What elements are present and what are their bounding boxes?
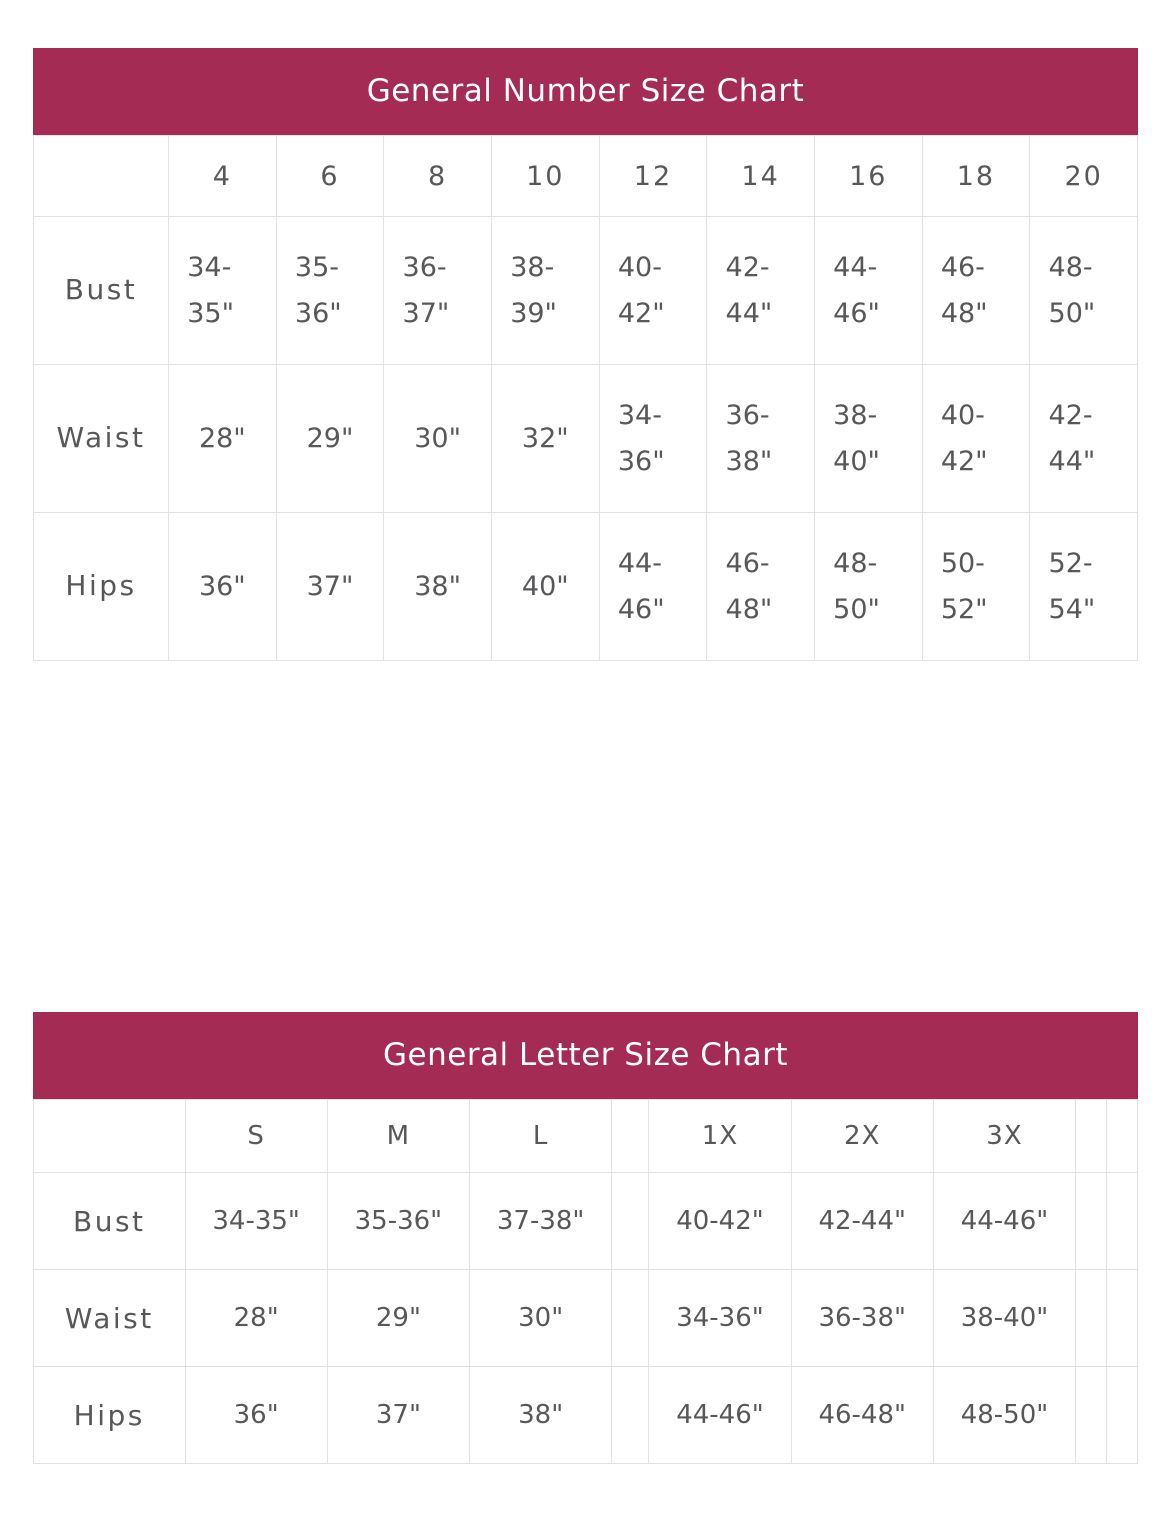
number-cell-bust-16 (814, 217, 922, 365)
number-cell-waist-12 (599, 365, 707, 513)
number-cell-waist-6 (276, 365, 384, 513)
letter-cell-bust-gap (612, 1173, 649, 1270)
cell-value: 46-48" (940, 251, 988, 329)
cell-value: 44-46" (617, 547, 665, 625)
cell-value: 32" (521, 422, 569, 454)
letter-col-header-1x: 1X (649, 1100, 791, 1173)
number-size-chart (33, 48, 1138, 661)
table-row (34, 1367, 1138, 1464)
table-row (34, 1270, 1138, 1367)
letter-cell-waist-2x: 36-38" (791, 1270, 933, 1367)
number-cell-waist-18 (922, 365, 1030, 513)
cell-value: 37" (306, 570, 354, 602)
letter-cell-hips-m: 37" (327, 1367, 469, 1464)
cell-value: 50-52" (940, 547, 988, 625)
letter-row-label-bust: Bust (34, 1173, 186, 1270)
letter-cell-bust-spare-1 (1076, 1173, 1107, 1270)
letter-cell-bust-2x: 42-44" (791, 1173, 933, 1270)
letter-size-chart (33, 1012, 1138, 1464)
number-col-header-4: 4 (169, 136, 277, 217)
cell-value: 40-42" (617, 251, 665, 329)
cell-value: 36-38" (725, 399, 773, 477)
cell-value: 29" (306, 422, 354, 454)
number-cell-waist-4 (169, 365, 277, 513)
number-table-corner (34, 136, 169, 217)
number-cell-bust-6 (276, 217, 384, 365)
number-cell-waist-20 (1030, 365, 1138, 513)
table-row (34, 365, 1138, 513)
number-cell-bust-18 (922, 217, 1030, 365)
number-cell-bust-4 (169, 217, 277, 365)
cell-value: 40-42" (940, 399, 988, 477)
letter-cell-hips-gap (612, 1367, 649, 1464)
number-row-label-bust: Bust (34, 217, 169, 365)
cell-value: 52-54" (1048, 547, 1096, 625)
number-col-header-20: 20 (1030, 136, 1138, 217)
letter-cell-hips-1x: 44-46" (649, 1367, 791, 1464)
number-row-label-hips: Hips (34, 513, 169, 661)
letter-col-header-gap (612, 1100, 649, 1173)
number-col-header-10: 10 (491, 136, 599, 217)
letter-cell-waist-l: 30" (470, 1270, 612, 1367)
number-col-header-14: 14 (707, 136, 815, 217)
number-cell-waist-8 (384, 365, 492, 513)
number-col-header-16: 16 (814, 136, 922, 217)
number-col-header-12: 12 (599, 136, 707, 217)
letter-cell-waist-gap (612, 1270, 649, 1367)
letter-chart-title: General Letter Size Chart (33, 1012, 1138, 1099)
letter-cell-bust-m: 35-36" (327, 1173, 469, 1270)
number-cell-waist-14 (707, 365, 815, 513)
cell-value: 35-36" (294, 251, 342, 329)
cell-value: 46-48" (725, 547, 773, 625)
letter-col-header-2x: 2X (791, 1100, 933, 1173)
number-cell-waist-16 (814, 365, 922, 513)
letter-cell-hips-spare-1 (1076, 1367, 1107, 1464)
number-cell-bust-10 (491, 217, 599, 365)
letter-cell-hips-s: 36" (185, 1367, 327, 1464)
letter-cell-waist-3x: 38-40" (933, 1270, 1075, 1367)
cell-value: 34-36" (617, 399, 665, 477)
letter-cell-waist-spare-2 (1107, 1270, 1138, 1367)
table-row (34, 217, 1138, 365)
letter-col-header-l: L (470, 1100, 612, 1173)
number-cell-hips-10 (491, 513, 599, 661)
number-col-header-18: 18 (922, 136, 1030, 217)
cell-value: 38" (414, 570, 462, 602)
letter-cell-waist-1x: 34-36" (649, 1270, 791, 1367)
letter-col-header-spare-2 (1107, 1100, 1138, 1173)
table-row (34, 1173, 1138, 1270)
cell-value: 42-44" (1048, 399, 1096, 477)
cell-value: 36-37" (402, 251, 450, 329)
number-col-header-6: 6 (276, 136, 384, 217)
letter-cell-bust-3x: 44-46" (933, 1173, 1075, 1270)
number-cell-hips-14 (707, 513, 815, 661)
number-cell-bust-8 (384, 217, 492, 365)
cell-value: 34-35" (187, 251, 235, 329)
letter-cell-bust-l: 37-38" (470, 1173, 612, 1270)
number-col-header-8: 8 (384, 136, 492, 217)
cell-value: 38-40" (833, 399, 880, 477)
number-cell-bust-20 (1030, 217, 1138, 365)
number-cell-hips-6 (276, 513, 384, 661)
cell-value: 48-50" (1048, 251, 1096, 329)
cell-value: 44-46" (833, 251, 880, 329)
number-row-label-waist: Waist (34, 365, 169, 513)
letter-cell-bust-1x: 40-42" (649, 1173, 791, 1270)
letter-cell-waist-spare-1 (1076, 1270, 1107, 1367)
letter-table-header-row (34, 1100, 1138, 1173)
letter-cell-bust-spare-2 (1107, 1173, 1138, 1270)
cell-value: 30" (414, 422, 462, 454)
number-cell-hips-16 (814, 513, 922, 661)
table-row (34, 513, 1138, 661)
letter-table-corner (34, 1100, 186, 1173)
letter-row-label-waist: Waist (34, 1270, 186, 1367)
number-chart-title: General Number Size Chart (33, 48, 1138, 135)
number-table-header-row (34, 136, 1138, 217)
letter-col-header-m: M (327, 1100, 469, 1173)
letter-cell-hips-spare-2 (1107, 1367, 1138, 1464)
letter-cell-hips-3x: 48-50" (933, 1367, 1075, 1464)
letter-col-header-spare-1 (1076, 1100, 1107, 1173)
letter-cell-bust-s: 34-35" (185, 1173, 327, 1270)
cell-value: 40" (521, 570, 569, 602)
letter-col-header-s: S (185, 1100, 327, 1173)
number-cell-bust-12 (599, 217, 707, 365)
number-cell-waist-10 (491, 365, 599, 513)
letter-cell-waist-m: 29" (327, 1270, 469, 1367)
cell-value: 28" (198, 422, 246, 454)
letter-row-label-hips: Hips (34, 1367, 186, 1464)
number-cell-hips-8 (384, 513, 492, 661)
cell-value: 42-44" (725, 251, 773, 329)
cell-value: 48-50" (833, 547, 880, 625)
letter-cell-hips-2x: 46-48" (791, 1367, 933, 1464)
number-size-table (33, 135, 1138, 661)
letter-cell-hips-l: 38" (470, 1367, 612, 1464)
number-cell-hips-4 (169, 513, 277, 661)
letter-col-header-3x: 3X (933, 1100, 1075, 1173)
letter-size-table (33, 1099, 1138, 1464)
cell-value: 38-39" (510, 251, 557, 329)
number-cell-bust-14 (707, 217, 815, 365)
number-cell-hips-12 (599, 513, 707, 661)
cell-value: 36" (198, 570, 246, 602)
number-cell-hips-20 (1030, 513, 1138, 661)
letter-cell-waist-s: 28" (185, 1270, 327, 1367)
number-cell-hips-18 (922, 513, 1030, 661)
